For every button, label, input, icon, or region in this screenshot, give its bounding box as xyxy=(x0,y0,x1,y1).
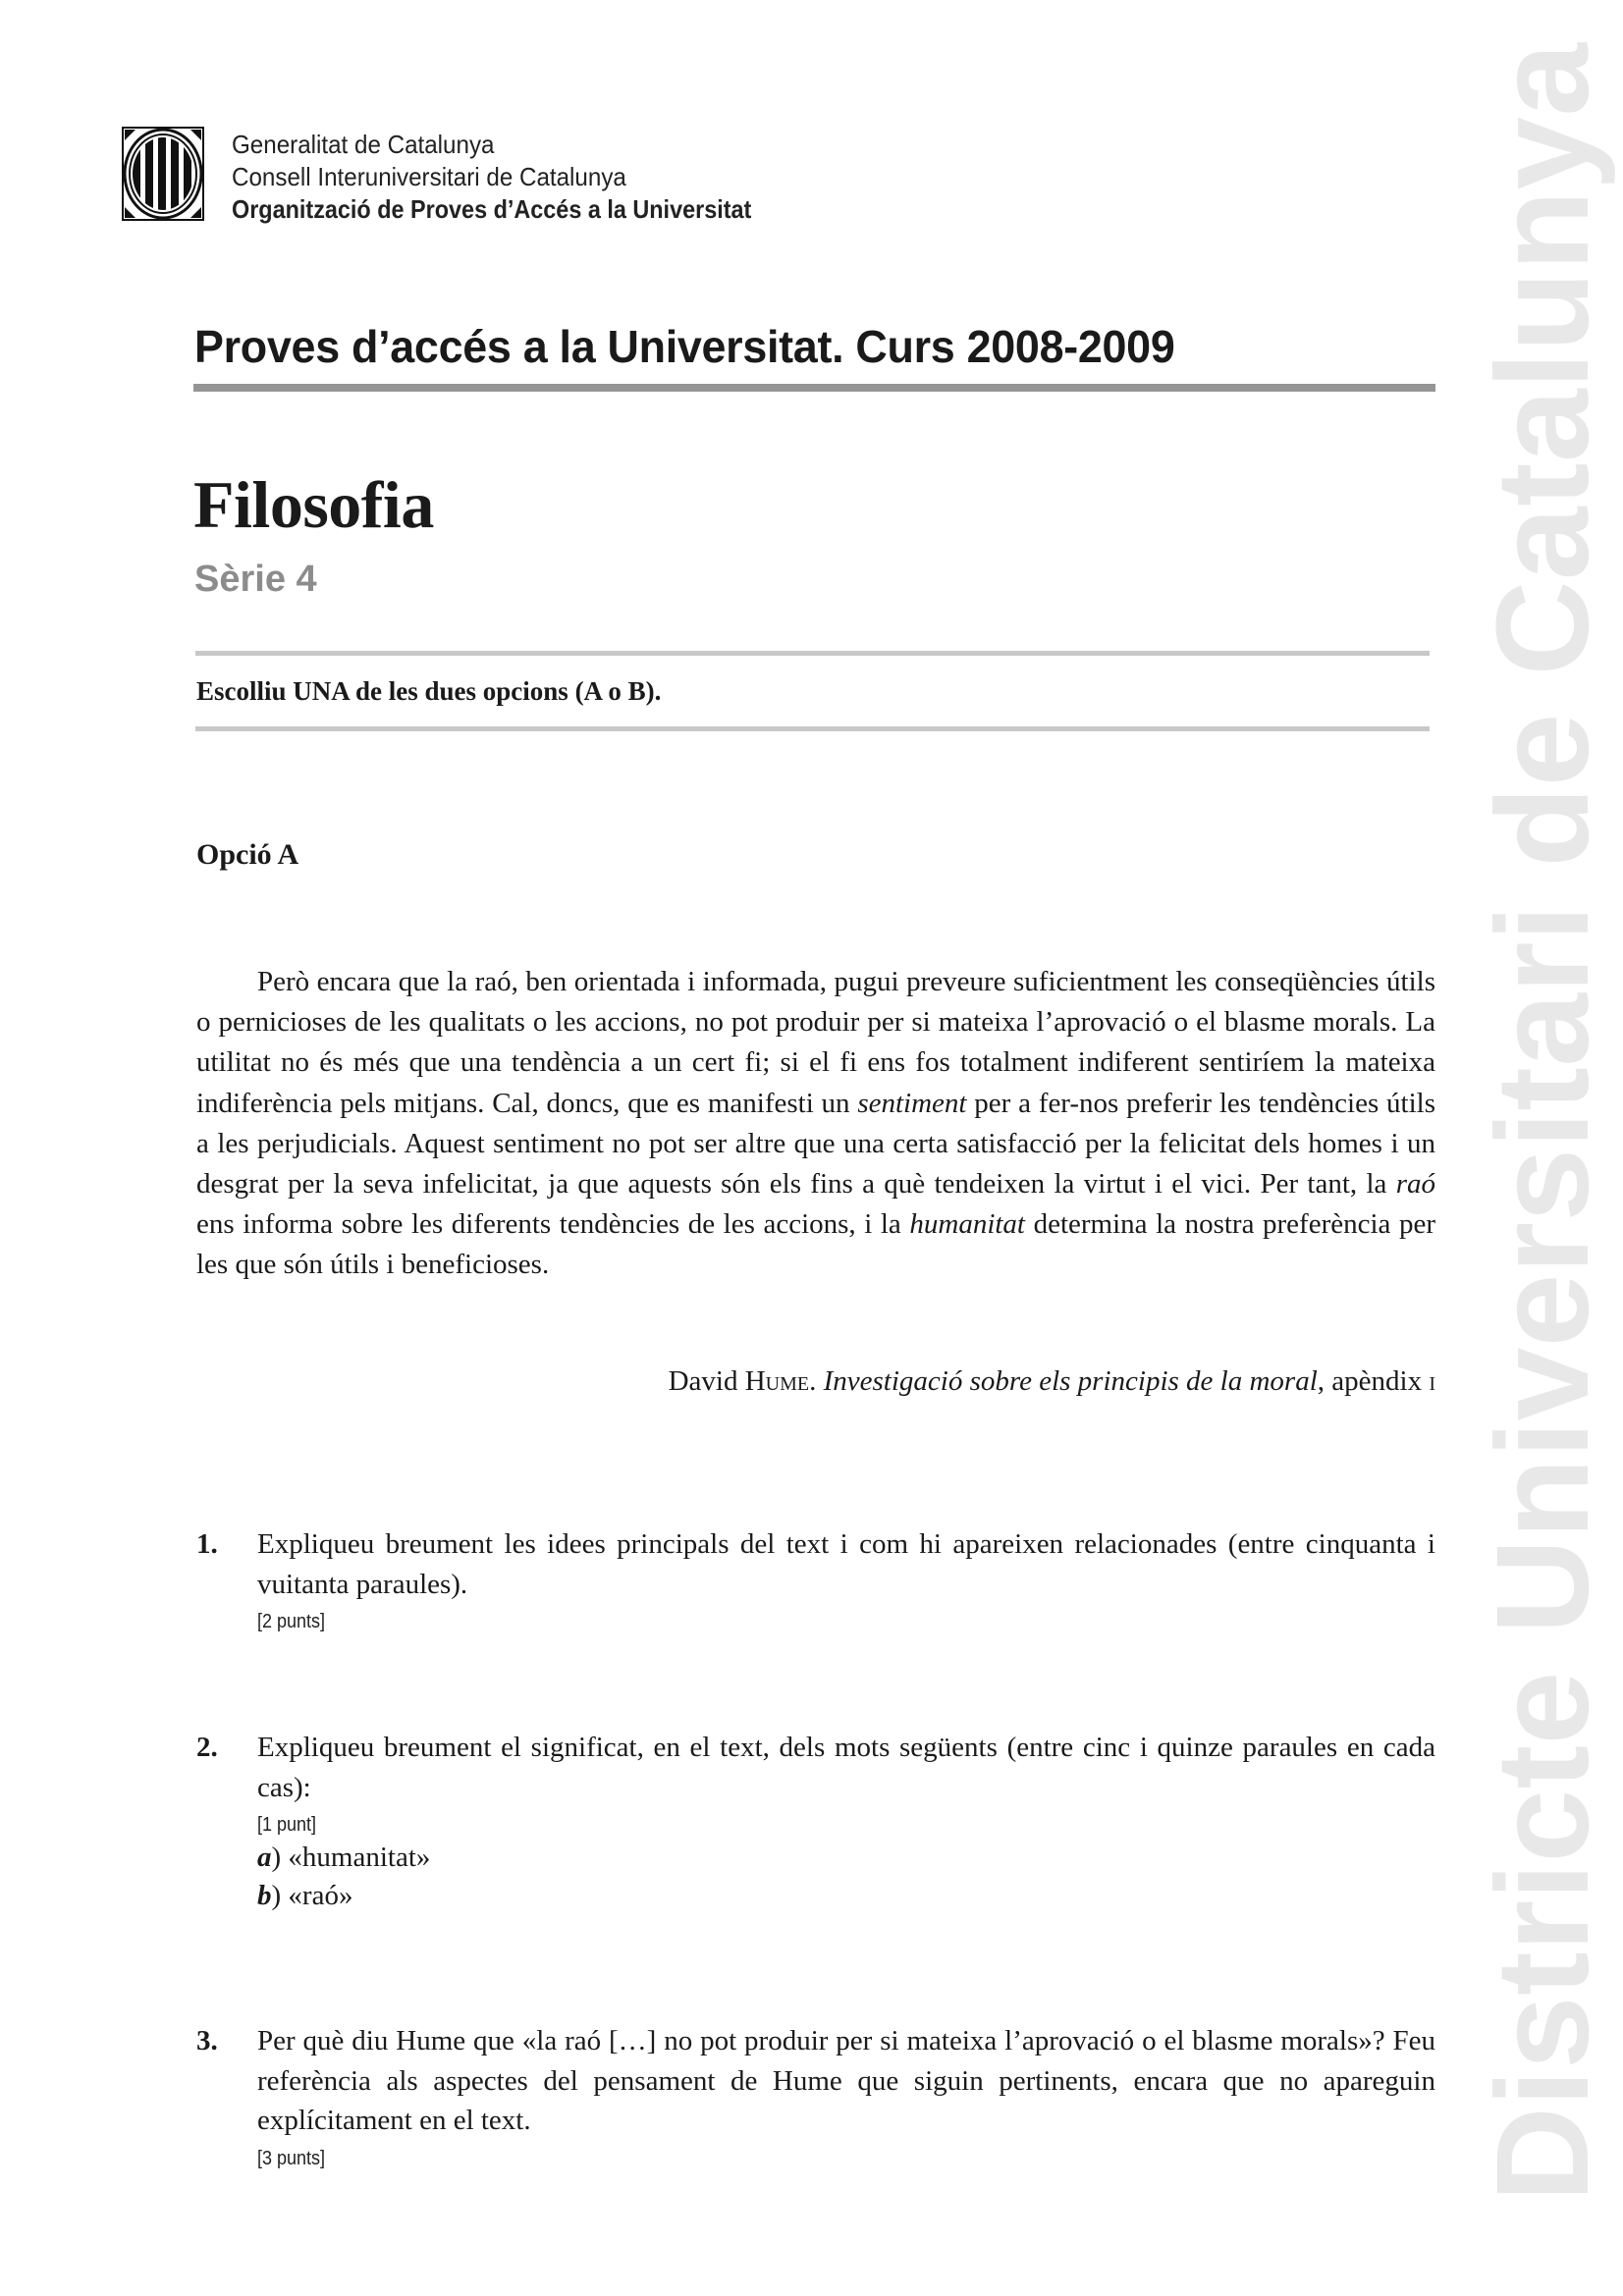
instructions-divider-top xyxy=(195,651,1430,656)
district-watermark: Districte Universitari de Catalunya xyxy=(1470,42,1616,2202)
passage-segment: per a fer-nos preferir les tendències útils a les perjudicials. Aquest sentiment no pot ser altre que una certa satisfacció per la felicitat dels homes i un desgrat per la seva infelicitat, ja que aquests són els fins a què tendeixen la virtut i el vici. Per tant, la xyxy=(196,1087,1435,1201)
citation-author-first: David xyxy=(668,1365,745,1397)
question-points: [2 punts] xyxy=(257,1611,326,1632)
title-divider xyxy=(193,384,1435,392)
generalitat-coat-of-arms-icon xyxy=(122,127,204,221)
subitem-b xyxy=(257,1877,1435,1915)
subitem-letter: a xyxy=(257,1842,272,1873)
question-text: Per què diu Hume que «la raó […] no pot produir per si mateixa l’aprovació o el blasme morals»? Feu referència als aspectes del pensament de Hume que siguin pertinents, encara que no apareguin explícitament en el text. xyxy=(257,2025,1435,2136)
subitem-term: «raó» xyxy=(288,1880,353,1911)
question-text: Expliqueu breument el significat, en el text, dels mots següents (entre cinc i quinze paraules en cada cas): xyxy=(257,1732,1435,1803)
exam-title: Proves d’accés a la Universitat. Curs 2008-2009 xyxy=(194,321,1175,372)
subitem-term: «humanitat» xyxy=(288,1842,431,1873)
subitem-a xyxy=(257,1839,1435,1877)
question-2 xyxy=(196,1728,1435,1915)
citation-separator: . xyxy=(809,1365,824,1397)
passage-emphasis: raó xyxy=(1395,1168,1435,1201)
org-line-generalitat: Generalitat de Catalunya xyxy=(232,130,495,159)
series-label: Sèrie 4 xyxy=(194,559,317,600)
passage-segment: determina la nostra preferència per les que són útils i beneficioses. xyxy=(196,1208,1436,1281)
subitem-letter: b xyxy=(257,1880,272,1911)
question-text: Expliqueu breument les idees principals del text i com hi apareixen relacionades (entre cinquanta i vuitanta paraules). xyxy=(257,1528,1435,1600)
subitem-paren: ) xyxy=(271,1842,282,1873)
subject-title: Filosofia xyxy=(193,467,434,542)
org-line-consell: Consell Interuniversitari de Catalunya xyxy=(232,162,626,191)
passage-emphasis: sentiment xyxy=(857,1087,967,1119)
question-3 xyxy=(196,2021,1435,2172)
question-points: [1 punt] xyxy=(257,1814,317,1836)
question-1 xyxy=(196,1524,1435,1635)
passage-text xyxy=(196,962,1435,1286)
passage-citation xyxy=(669,1365,1435,1398)
question-number: 2. xyxy=(196,1732,218,1763)
subitem-paren: ) xyxy=(271,1880,282,1911)
option-heading: Opció A xyxy=(196,838,299,871)
citation-author-last: Hume xyxy=(744,1365,810,1397)
org-line-organitzacio: Organització de Proves d’Accés a la Universitat xyxy=(232,194,752,224)
instructions: Escolliu UNA de les dues opcions (A o B). xyxy=(196,676,662,706)
question-number: 1. xyxy=(196,1528,218,1560)
question-points: [3 punts] xyxy=(257,2147,326,2169)
citation-work-title: Investigació sobre els principis de la moral xyxy=(823,1365,1318,1397)
passage-segment: ens informa sobre les diferents tendències de les accions, i la xyxy=(196,1208,910,1241)
citation-tail: , apèndix xyxy=(1317,1365,1430,1397)
passage-segment: Però encara que la raó, ben orientada i informada, pugui preveure suficientment les conseqüències útils o pernicioses de les qualitats o les accions, no pot produir per si mateixa l’aprovació o el blasme morals. La utilitat no és més que una tendència a un cert fi; si el fi ens fos totalment indiferent sentiríem la mateixa indiferència pels mitjans. Cal, doncs, que es manifesti un xyxy=(196,966,1435,1119)
instructions-divider-bottom xyxy=(195,726,1430,731)
passage-emphasis: humanitat xyxy=(909,1208,1025,1241)
citation-appendix: i xyxy=(1429,1365,1435,1397)
question-number: 3. xyxy=(196,2025,218,2056)
